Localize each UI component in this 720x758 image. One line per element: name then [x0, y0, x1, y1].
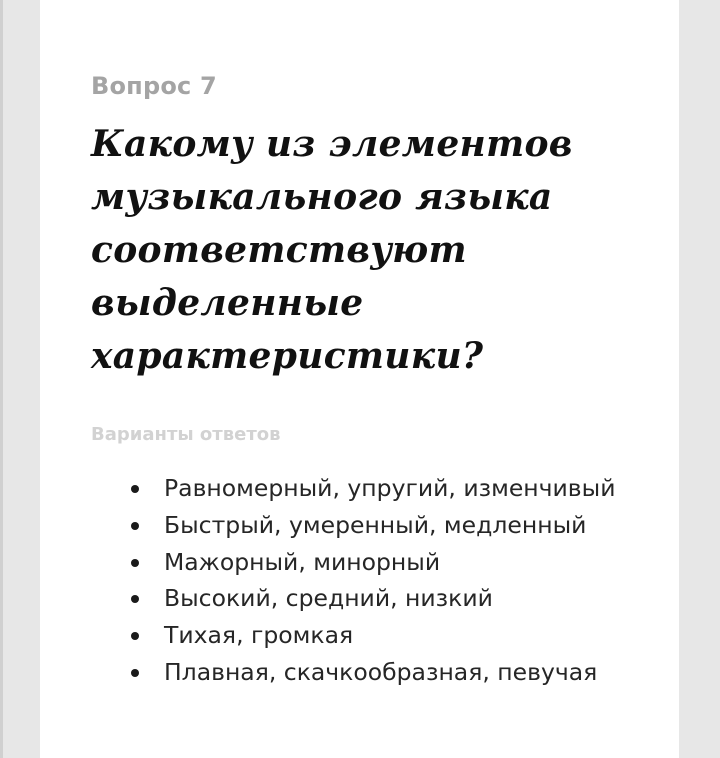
answer-item	[127, 617, 615, 654]
answers-caption: Варианты ответов	[91, 424, 281, 445]
answer-item	[127, 580, 615, 617]
answer-item	[127, 507, 615, 544]
answer-label: Мажорный, минорный	[164, 547, 441, 576]
answer-item	[127, 544, 615, 581]
question-number: Вопрос 7	[91, 72, 217, 100]
question-title: Какому из элементов музыкального языка соответствуют выделенные характеристики?	[91, 123, 573, 377]
bullet-icon	[131, 559, 139, 567]
answer-label: Равномерный, упругий, изменчивый	[164, 474, 616, 502]
answer-label: Быстрый, умеренный, медленный	[164, 510, 587, 539]
answers-list	[127, 470, 615, 691]
answer-label: Тихая, громкая	[164, 621, 354, 650]
answer-label: Плавная, скачкообразная, певучая	[164, 657, 598, 686]
left-edge-divider	[0, 0, 3, 758]
bullet-icon	[131, 632, 139, 640]
answer-item	[127, 654, 615, 691]
bullet-icon	[131, 522, 139, 530]
answer-label: Высокий, средний, низкий	[164, 584, 493, 613]
bullet-icon	[131, 595, 139, 603]
bullet-icon	[131, 485, 139, 493]
bullet-icon	[131, 669, 139, 677]
answer-item	[127, 470, 615, 507]
question-card	[40, 0, 679, 758]
